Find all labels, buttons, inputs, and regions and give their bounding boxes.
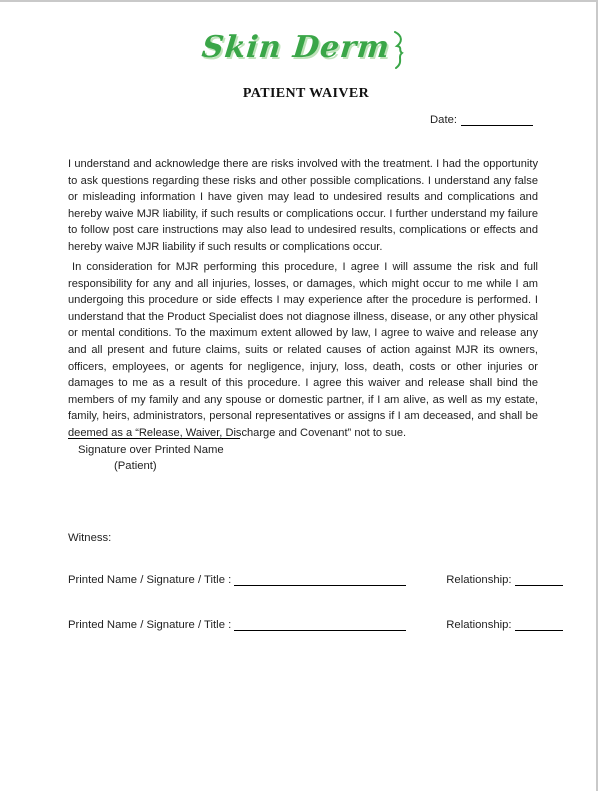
printed-name-line[interactable] — [234, 574, 406, 586]
date-input-line[interactable] — [461, 114, 533, 126]
patient-signature-line[interactable] — [68, 438, 240, 439]
printed-name-label: Printed Name / Signature / Title : — [68, 574, 232, 586]
witness-row — [68, 619, 540, 631]
printed-name-label: Printed Name / Signature / Title : — [68, 619, 232, 631]
printed-name-line[interactable] — [234, 619, 406, 631]
brand-logo — [0, 30, 596, 69]
relationship-label: Relationship: — [446, 574, 512, 586]
page-title: PATIENT WAIVER — [242, 86, 370, 101]
logo-text: Skin Derm — [200, 30, 392, 65]
waiver-paragraph-2: In consideration for MJR performing this procedure, I agree I will assume the risk and full responsibility for any and all injuries, losses, or damages, which might occur to me while I am undergoing this procedure or side effects I may experience after the procedure is performed. I understand that the Product Specialist does not diagnose illness, disease, or any other physical or mental conditions. To the maximum extent allowed by law, I agree to waive and release any and all present and future claims, suits or related causes of action against MJR its owners, officers, employees, or agents for negligence, injury, loss, death, costs or other injuries or damages to me as a result of this procedure. I agree this waiver and release shall bind the members of my family and any spouse or domestic partner, if I am alive, as well as my estate, family, heirs, administrators, personal representatives or assigns if I am deceased, and shall be deemed as a “Release, Waiver, Discharge and Covenant” not to sue. — [68, 261, 538, 439]
face-profile-icon — [392, 31, 408, 69]
waiver-paragraph-1: I understand and acknowledge there are risks involved with the treatment. I had the opportunity to ask questions regarding these risks and other possible complications. I understand any false or misleading information I have given may lead to undesired results and complications and hereby waive MJR liability, if such results or complications occur. I further understand my failure to follow post care instructions may also lead to undesired results, complications or effects and hereby waive MJR liability if such results or complications occur. — [68, 158, 538, 253]
relationship-line[interactable] — [515, 574, 563, 586]
relationship-line[interactable] — [515, 619, 563, 631]
date-row — [430, 114, 533, 126]
date-label: Date: — [430, 114, 458, 126]
witness-label: Witness: — [68, 532, 112, 544]
witness-row — [68, 574, 540, 586]
signature-caption: Signature over Printed Name — [78, 444, 224, 456]
relationship-label: Relationship: — [446, 619, 512, 631]
signature-subcaption: (Patient) — [114, 460, 157, 472]
